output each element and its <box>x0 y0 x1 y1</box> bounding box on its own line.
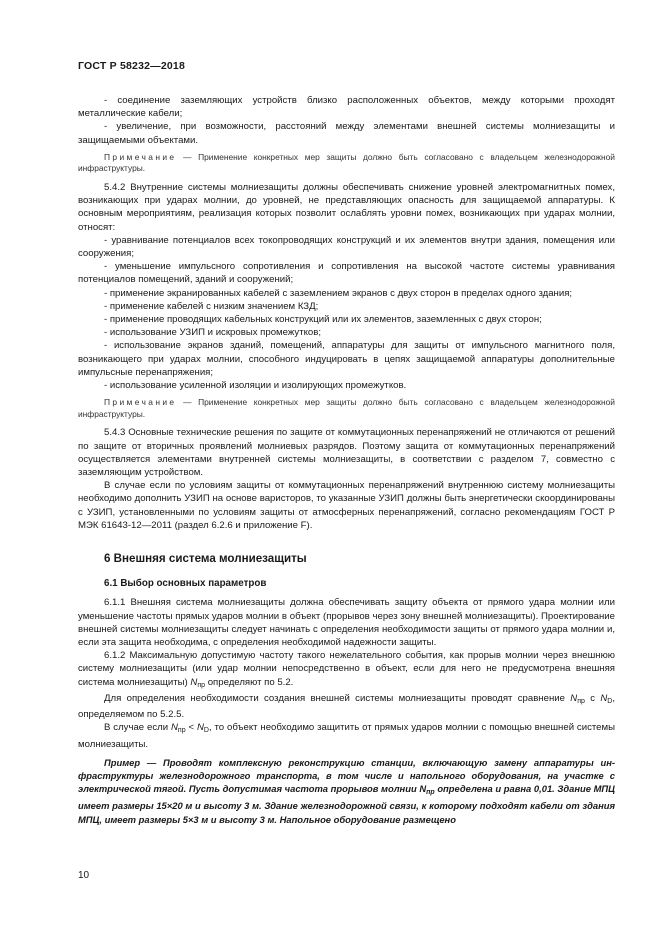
page-number: 10 <box>78 870 90 881</box>
note-paragraph <box>78 152 615 175</box>
note-paragraph <box>78 397 615 420</box>
document-header: ГОСТ Р 58232—2018 <box>78 60 186 72</box>
note-label: Примечание <box>104 151 177 162</box>
clause-6-1-1: 6.1.1 Внешняя система молниезащиты должна обеспечивать защиту объекта от прямого удара молнии или уменьшение частоты прямых ударов молнии в объект (прорывов через зону внешней молниезащиты). Проектирование внешней системы молниезащиты следует начинать с определения необходимости защиты от прямого удара молнии и, если эта защита необходима, с определения необходимой надежности защиты. <box>78 597 615 649</box>
list-item: - соединение заземляющих устройств близко расположенных объектов, между которыми проходят металлические кабели; <box>78 95 615 120</box>
list-item: - применение кабелей с низким значением КЗД; <box>104 300 319 312</box>
subsection-heading: 6.1 Выбор основных параметров <box>104 578 267 590</box>
example-paragraph: Пример — Проводят комплексную реконструкцию станции, включающую замену аппаратуры инфраструктуры железнодорожного транспорта, в том числе и напольного оборудования, на участке с электрической тягой. Пусть допустимая частота прорывов молнии $N_{пр}$ определена и равна 0,01. Здание МПЦ имеет размеры 15×20 м и высоту 3 м. Здание железнодорожной связи, к которому подходят кабели от здания МПЦ, имеет размеры 5×3 м и высоту 3 м. Напольное оборудование размещено <box>78 756 615 825</box>
list-item: - применение экранированных кабелей с заземлением экранов с двух сторон в пределах одного здания; <box>104 287 573 299</box>
clause-5-4-3: 5.4.3 Основные технические решения по защите от коммутационных перенапряжений не отличаются от решений по защите от вторичных проявлений молниевых разрядов. Поэтому защита от коммутационных перенапряжений осуществляется элементами внутренней системы молниезащиты, в соответствии с разделом 7, совместно с заземляющим устройством. <box>78 427 615 479</box>
note-text: — Применение конкретных мер защиты должно быть согласовано с владельцем железнодорожной инфраструктуры. <box>78 151 615 174</box>
list-item: - уменьшение импульсного сопротивления и сопротивления на высокой частоте системы уравнивания потенциалов помещений, зданий и сооружений; <box>78 261 615 286</box>
list-item: - уравнивание потенциалов всех токопроводящих конструкций и их элементов внутри здания, помещения или сооружения; <box>78 234 615 260</box>
paragraph: В случае если $N_{пр} < N_D$, то объект необходимо защитить от прямых ударов молнии с помощью внешней системы молниезащиты. <box>78 722 615 750</box>
list-item: - увеличение, при возможности, расстояний между элементами внешней системы молниезащиты и защищаемыми объектами. <box>78 121 615 146</box>
paragraph: В случае если по условиям защиты от коммутационных перенапряжений внутреннюю систему молниезащиты необходимо дополнить УЗИП на основе варисторов, то указанные УЗИП должны быть энергетически скоординированы с УЗИП, установленными по условиям защиты от атмосферных перенапряжений, согласно рекомендациям ГОСТ Р МЭК 61643-12—2011 (раздел 6.2.6 и приложение F). <box>78 480 615 531</box>
list-item: - использование УЗИП и искровых промежутков; <box>104 327 321 339</box>
list-item: - использование усиленной изоляции и изолирующих промежутков. <box>104 380 407 392</box>
note-label: Примечание <box>104 397 177 408</box>
note-text: — Применение конкретных мер защиты должно быть согласовано с владельцем железнодорожной инфраструктуры. <box>78 397 615 419</box>
example-label: Пример <box>104 756 141 768</box>
list-item: - применение проводящих кабельных конструкций или их элементов, заземленных с двух сторон; <box>104 314 542 326</box>
section-heading: 6 Внешняя система молниезащиты <box>104 552 307 566</box>
clause-5-4-2: 5.4.2 Внутренние системы молниезащиты должны обеспечивать снижение уровней электромагнитных помех, возникающих при ударах молнии, до уровней, не представляющих опасность для защищаемой аппаратуры. К основным мероприятиям, реализация которых позволит ослаблять уровни помех, возникающих при ударах молнии, относят: <box>78 182 615 233</box>
list-item: - использование экранов зданий, помещений, аппаратуры для защиты от импульсного магнитного поля, возникающего при ударах молнии, способного индуцировать в цепях защищаемой аппаратуры дополнительные импульсные перенапряжения; <box>78 340 615 378</box>
document-body <box>78 94 615 826</box>
paragraph: Для определения необходимости создания внешней системы молниезащиты проводят сравнение $N_{пр}$ с $N_D$, определяемом по 5.2.5. <box>78 692 615 721</box>
clause-6-1-2: 6.1.2 Максимальную допустимую частоту такого нежелательного события, как прорыв молнии через внешнюю систему молниезащиты (или удар молнии непосредственно в объект, если для него не предусмотрена внешняя система молниезащиты) $N_{пр}$ определяют по 5.2. <box>78 650 615 689</box>
